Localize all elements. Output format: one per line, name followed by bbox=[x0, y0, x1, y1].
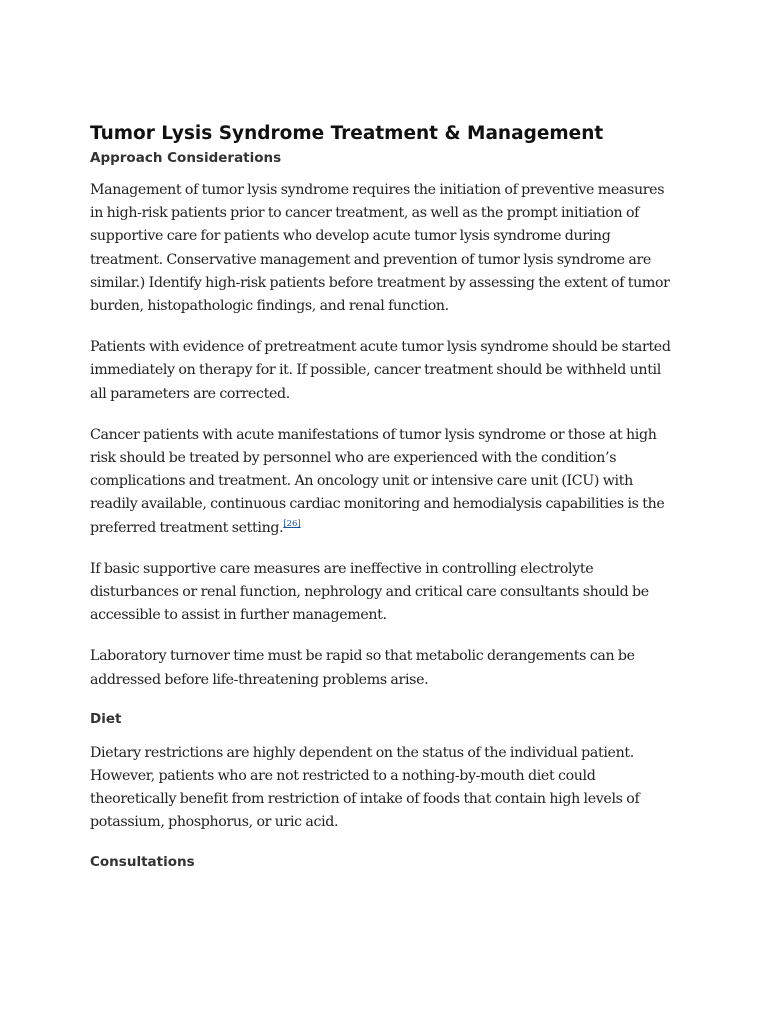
section-heading-diet: Diet bbox=[90, 710, 122, 727]
section-heading-consultations: Consultations bbox=[90, 853, 195, 870]
paragraph-diet-1: Dietary restrictions are highly dependent on the status of the individual patient. However, patients who are not restricted to a nothing-by-mouth diet could theoretically benefit from restriction of intake of foods that contain high levels of potassium, phosphorus, or uric acid. bbox=[90, 744, 640, 831]
article bbox=[90, 122, 680, 885]
paragraph-approach-2: Patients with evidence of pretreatment acute tumor lysis syndrome should be started immediately on therapy for it. If possible, cancer treatment should be withheld until all parameters are corrected. bbox=[90, 339, 671, 402]
paragraph-approach-1: Management of tumor lysis syndrome requires the initiation of preventive measures in high-risk patients prior to cancer treatment, as well as the prompt initiation of supportive care for patients who develop acute tumor lysis syndrome during treatment. Conservative management and prevention of tumor lysis syndrome are similar.) Identify high-risk patients before treatment by assessing the extent of tumor burden, histopathologic findings, and renal function. bbox=[90, 182, 670, 315]
page-title: Tumor Lysis Syndrome Treatment & Management bbox=[90, 123, 604, 144]
paragraph-approach-5: Laboratory turnover time must be rapid so that metabolic derangements can be addressed before life-threatening problems arise. bbox=[90, 648, 635, 688]
paragraph-approach-4: If basic supportive care measures are ineffective in controlling electrolyte disturbances or renal function, nephrology and critical care consultants should be accessible to assist in further management. bbox=[90, 560, 649, 624]
citation-link[interactable]: [26] bbox=[283, 518, 301, 529]
section-heading-approach: Approach Considerations bbox=[90, 150, 282, 166]
paragraph-approach-3-text: Cancer patients with acute manifestations of tumor lysis syndrome or those at high risk should be treated by personnel who are experienced with the condition’s complications and treatment. An oncology unit or intensive care unit (ICU) with readily available, continuous cardiac monitoring and hemodialysis capabilities is the preferred treatment setting. bbox=[90, 426, 665, 536]
paragraph-approach-3 bbox=[90, 424, 680, 540]
